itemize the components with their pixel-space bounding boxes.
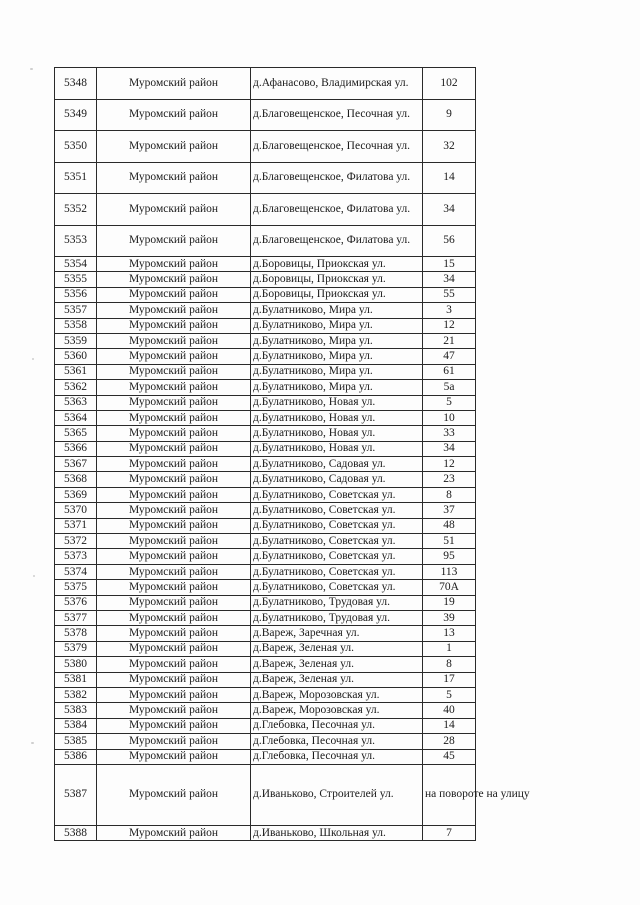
table-row <box>55 703 476 718</box>
registry-table-body <box>55 68 530 841</box>
address-cell: д.Боровицы, Приокская ул. <box>251 287 423 302</box>
row-number-cell: 5368 <box>55 472 97 487</box>
district-cell: Муромский район <box>97 610 251 625</box>
table-row <box>55 687 476 702</box>
table-row <box>55 749 476 764</box>
table-row <box>55 272 476 287</box>
district-cell: Муромский район <box>97 99 251 131</box>
house-number-cell: 21 <box>423 333 476 348</box>
address-cell: д.Вареж, Морозовская ул. <box>251 687 423 702</box>
address-cell: д.Булатниково, Садовая ул. <box>251 472 423 487</box>
house-number-cell: 12 <box>423 457 476 472</box>
table-row <box>55 225 476 257</box>
row-number-cell: 5357 <box>55 303 97 318</box>
table-row <box>55 549 476 564</box>
district-cell: Муромский район <box>97 672 251 687</box>
table-row <box>55 626 476 641</box>
house-number-cell: 5 <box>423 395 476 410</box>
row-number-cell: 5350 <box>55 131 97 163</box>
table-row <box>55 99 476 131</box>
house-number-cell: 12 <box>423 318 476 333</box>
address-cell: д.Булатниково, Советская ул. <box>251 518 423 533</box>
table-row <box>55 657 476 672</box>
house-number-cell: 55 <box>423 287 476 302</box>
row-number-cell: 5370 <box>55 503 97 518</box>
district-cell: Муромский район <box>97 162 251 194</box>
table-row <box>55 162 476 194</box>
house-number-cell: 33 <box>423 426 476 441</box>
district-cell: Муромский район <box>97 825 251 840</box>
row-number-cell: 5384 <box>55 718 97 733</box>
address-cell: д.Благовещенское, Песочная ул. <box>251 99 423 131</box>
row-number-cell: 5380 <box>55 657 97 672</box>
row-number-cell: 5378 <box>55 626 97 641</box>
address-cell: д.Вареж, Зеленая ул. <box>251 672 423 687</box>
house-number-cell: 45 <box>423 749 476 764</box>
house-number-cell: 8 <box>423 657 476 672</box>
address-registry-table <box>54 67 530 841</box>
row-number-cell: 5382 <box>55 687 97 702</box>
address-cell: д.Благовещенское, Филатова ул. <box>251 194 423 226</box>
address-cell: д.Булатниково, Мира ул. <box>251 303 423 318</box>
district-cell: Муромский район <box>97 626 251 641</box>
table-row <box>55 68 476 100</box>
address-cell: д.Иваньково, Школьная ул. <box>251 825 423 840</box>
row-number-cell: 5354 <box>55 257 97 272</box>
table-row <box>55 426 476 441</box>
district-cell: Муромский район <box>97 410 251 425</box>
house-number-cell: 102 <box>423 68 476 100</box>
table-row <box>55 257 476 272</box>
table-row <box>55 595 476 610</box>
row-number-cell: 5362 <box>55 380 97 395</box>
address-cell: д.Вареж, Морозовская ул. <box>251 703 423 718</box>
row-number-cell: 5372 <box>55 534 97 549</box>
district-cell: Муромский район <box>97 395 251 410</box>
house-number-cell: 14 <box>423 162 476 194</box>
house-number-cell: 10 <box>423 410 476 425</box>
district-cell: Муромский район <box>97 472 251 487</box>
scan-artifact <box>32 358 34 360</box>
row-number-cell: 5358 <box>55 318 97 333</box>
row-number-cell: 5360 <box>55 349 97 364</box>
house-number-cell: 39 <box>423 610 476 625</box>
house-number-cell: 70А <box>423 580 476 595</box>
house-number-cell: 51 <box>423 534 476 549</box>
address-cell: д.Боровицы, Приокская ул. <box>251 272 423 287</box>
row-number-cell: 5388 <box>55 825 97 840</box>
house-number-cell: 15 <box>423 257 476 272</box>
house-number-cell: 28 <box>423 734 476 749</box>
address-cell: д.Булатниково, Новая ул. <box>251 395 423 410</box>
district-cell: Муромский район <box>97 703 251 718</box>
row-number-cell: 5369 <box>55 487 97 502</box>
house-number-cell: 13 <box>423 626 476 641</box>
house-number-cell: 9 <box>423 99 476 131</box>
district-cell: Муромский район <box>97 534 251 549</box>
district-cell: Муромский район <box>97 287 251 302</box>
house-number-cell: на повороте на улицу <box>423 764 476 825</box>
scan-artifact <box>30 68 33 70</box>
house-number-cell: 37 <box>423 503 476 518</box>
house-number-cell: 17 <box>423 672 476 687</box>
house-number-cell: 113 <box>423 564 476 579</box>
house-number-cell: 34 <box>423 441 476 456</box>
district-cell: Муромский район <box>97 257 251 272</box>
address-cell: д.Булатниково, Мира ул. <box>251 380 423 395</box>
table-row <box>55 457 476 472</box>
row-number-cell: 5364 <box>55 410 97 425</box>
row-number-cell: 5385 <box>55 734 97 749</box>
table-row <box>55 318 476 333</box>
address-cell: д.Афанасово, Владимирская ул. <box>251 68 423 100</box>
row-number-cell: 5356 <box>55 287 97 302</box>
address-cell: д.Булатниково, Мира ул. <box>251 364 423 379</box>
district-cell: Муромский район <box>97 718 251 733</box>
address-cell: д.Благовещенское, Филатова ул. <box>251 225 423 257</box>
district-cell: Муромский район <box>97 687 251 702</box>
house-number-cell: 61 <box>423 364 476 379</box>
address-cell: д.Булатниково, Советская ул. <box>251 503 423 518</box>
district-cell: Муромский район <box>97 641 251 656</box>
row-number-cell: 5366 <box>55 441 97 456</box>
address-cell: д.Булатниково, Трудовая ул. <box>251 610 423 625</box>
house-number-cell: 14 <box>423 718 476 733</box>
row-number-cell: 5377 <box>55 610 97 625</box>
house-number-cell: 1 <box>423 641 476 656</box>
row-number-cell: 5352 <box>55 194 97 226</box>
row-number-cell: 5367 <box>55 457 97 472</box>
district-cell: Муромский район <box>97 272 251 287</box>
address-cell: д.Глебовка, Песочная ул. <box>251 749 423 764</box>
district-cell: Муромский район <box>97 564 251 579</box>
table-row <box>55 764 476 825</box>
address-cell: д.Иваньково, Строителей ул. <box>251 764 423 825</box>
house-number-cell: 95 <box>423 549 476 564</box>
row-number-cell: 5379 <box>55 641 97 656</box>
house-number-cell: 23 <box>423 472 476 487</box>
row-number-cell: 5386 <box>55 749 97 764</box>
house-number-cell: 32 <box>423 131 476 163</box>
scan-artifact <box>33 575 35 577</box>
house-number-cell: 5а <box>423 380 476 395</box>
district-cell: Муромский район <box>97 318 251 333</box>
district-cell: Муромский район <box>97 518 251 533</box>
table-row <box>55 441 476 456</box>
house-number-cell: 3 <box>423 303 476 318</box>
row-number-cell: 5351 <box>55 162 97 194</box>
row-number-cell: 5383 <box>55 703 97 718</box>
address-cell: д.Булатниково, Советская ул. <box>251 487 423 502</box>
table-row <box>55 472 476 487</box>
table-row <box>55 303 476 318</box>
district-cell: Муромский район <box>97 194 251 226</box>
row-number-cell: 5381 <box>55 672 97 687</box>
row-number-cell: 5349 <box>55 99 97 131</box>
house-number-cell: 48 <box>423 518 476 533</box>
address-cell: д.Булатниково, Советская ул. <box>251 534 423 549</box>
row-number-cell: 5373 <box>55 549 97 564</box>
district-cell: Муромский район <box>97 549 251 564</box>
row-number-cell: 5348 <box>55 68 97 100</box>
row-number-cell: 5375 <box>55 580 97 595</box>
table-row <box>55 364 476 379</box>
district-cell: Муромский район <box>97 333 251 348</box>
table-row <box>55 610 476 625</box>
address-cell: д.Булатниково, Новая ул. <box>251 426 423 441</box>
table-row <box>55 641 476 656</box>
house-number-cell: 7 <box>423 825 476 840</box>
address-cell: д.Булатниково, Мира ул. <box>251 318 423 333</box>
table-row <box>55 395 476 410</box>
district-cell: Муромский район <box>97 68 251 100</box>
row-number-cell: 5355 <box>55 272 97 287</box>
row-number-cell: 5387 <box>55 764 97 825</box>
address-cell: д.Благовещенское, Песочная ул. <box>251 131 423 163</box>
address-cell: д.Вареж, Зеленая ул. <box>251 641 423 656</box>
district-cell: Муромский район <box>97 487 251 502</box>
address-cell: д.Благовещенское, Филатова ул. <box>251 162 423 194</box>
district-cell: Муромский район <box>97 657 251 672</box>
table-row <box>55 825 476 840</box>
table-row <box>55 734 476 749</box>
table-row <box>55 564 476 579</box>
table-row <box>55 487 476 502</box>
table-row <box>55 410 476 425</box>
table-row <box>55 534 476 549</box>
district-cell: Муромский район <box>97 580 251 595</box>
district-cell: Муромский район <box>97 441 251 456</box>
row-number-cell: 5359 <box>55 333 97 348</box>
district-cell: Муромский район <box>97 303 251 318</box>
address-cell: д.Булатниково, Мира ул. <box>251 349 423 364</box>
house-number-cell: 47 <box>423 349 476 364</box>
row-number-cell: 5371 <box>55 518 97 533</box>
table-row <box>55 349 476 364</box>
address-cell: д.Булатниково, Мира ул. <box>251 333 423 348</box>
house-number-cell: 56 <box>423 225 476 257</box>
district-cell: Муромский район <box>97 380 251 395</box>
address-cell: д.Глебовка, Песочная ул. <box>251 718 423 733</box>
table-row <box>55 131 476 163</box>
district-cell: Муромский район <box>97 426 251 441</box>
scan-artifact <box>31 742 34 744</box>
table-row <box>55 333 476 348</box>
address-cell: д.Булатниково, Советская ул. <box>251 580 423 595</box>
district-cell: Муромский район <box>97 457 251 472</box>
address-cell: д.Булатниково, Новая ул. <box>251 441 423 456</box>
row-number-cell: 5374 <box>55 564 97 579</box>
address-cell: д.Булатниково, Советская ул. <box>251 564 423 579</box>
table-row <box>55 287 476 302</box>
row-number-cell: 5365 <box>55 426 97 441</box>
table-row <box>55 503 476 518</box>
table-row <box>55 194 476 226</box>
district-cell: Муромский район <box>97 749 251 764</box>
district-cell: Муромский район <box>97 734 251 749</box>
house-number-cell: 34 <box>423 194 476 226</box>
address-cell: д.Глебовка, Песочная ул. <box>251 734 423 749</box>
house-number-cell: 5 <box>423 687 476 702</box>
district-cell: Муромский район <box>97 503 251 518</box>
house-number-cell: 34 <box>423 272 476 287</box>
row-number-cell: 5353 <box>55 225 97 257</box>
table-row <box>55 580 476 595</box>
row-number-cell: 5361 <box>55 364 97 379</box>
address-cell: д.Боровицы, Приокская ул. <box>251 257 423 272</box>
row-number-cell: 5363 <box>55 395 97 410</box>
house-number-cell: 40 <box>423 703 476 718</box>
table-row <box>55 672 476 687</box>
district-cell: Муромский район <box>97 131 251 163</box>
house-number-cell: 19 <box>423 595 476 610</box>
district-cell: Муромский район <box>97 595 251 610</box>
address-cell: д.Булатниково, Советская ул. <box>251 549 423 564</box>
district-cell: Муромский район <box>97 364 251 379</box>
address-cell: д.Вареж, Зеленая ул. <box>251 657 423 672</box>
district-cell: Муромский район <box>97 225 251 257</box>
table-row <box>55 380 476 395</box>
row-number-cell: 5376 <box>55 595 97 610</box>
table-row <box>55 718 476 733</box>
house-number-cell: 8 <box>423 487 476 502</box>
address-cell: д.Булатниково, Трудовая ул. <box>251 595 423 610</box>
address-cell: д.Булатниково, Новая ул. <box>251 410 423 425</box>
district-cell: Муромский район <box>97 764 251 825</box>
table-row <box>55 518 476 533</box>
district-cell: Муромский район <box>97 349 251 364</box>
address-cell: д.Вареж, Заречная ул. <box>251 626 423 641</box>
address-cell: д.Булатниково, Садовая ул. <box>251 457 423 472</box>
